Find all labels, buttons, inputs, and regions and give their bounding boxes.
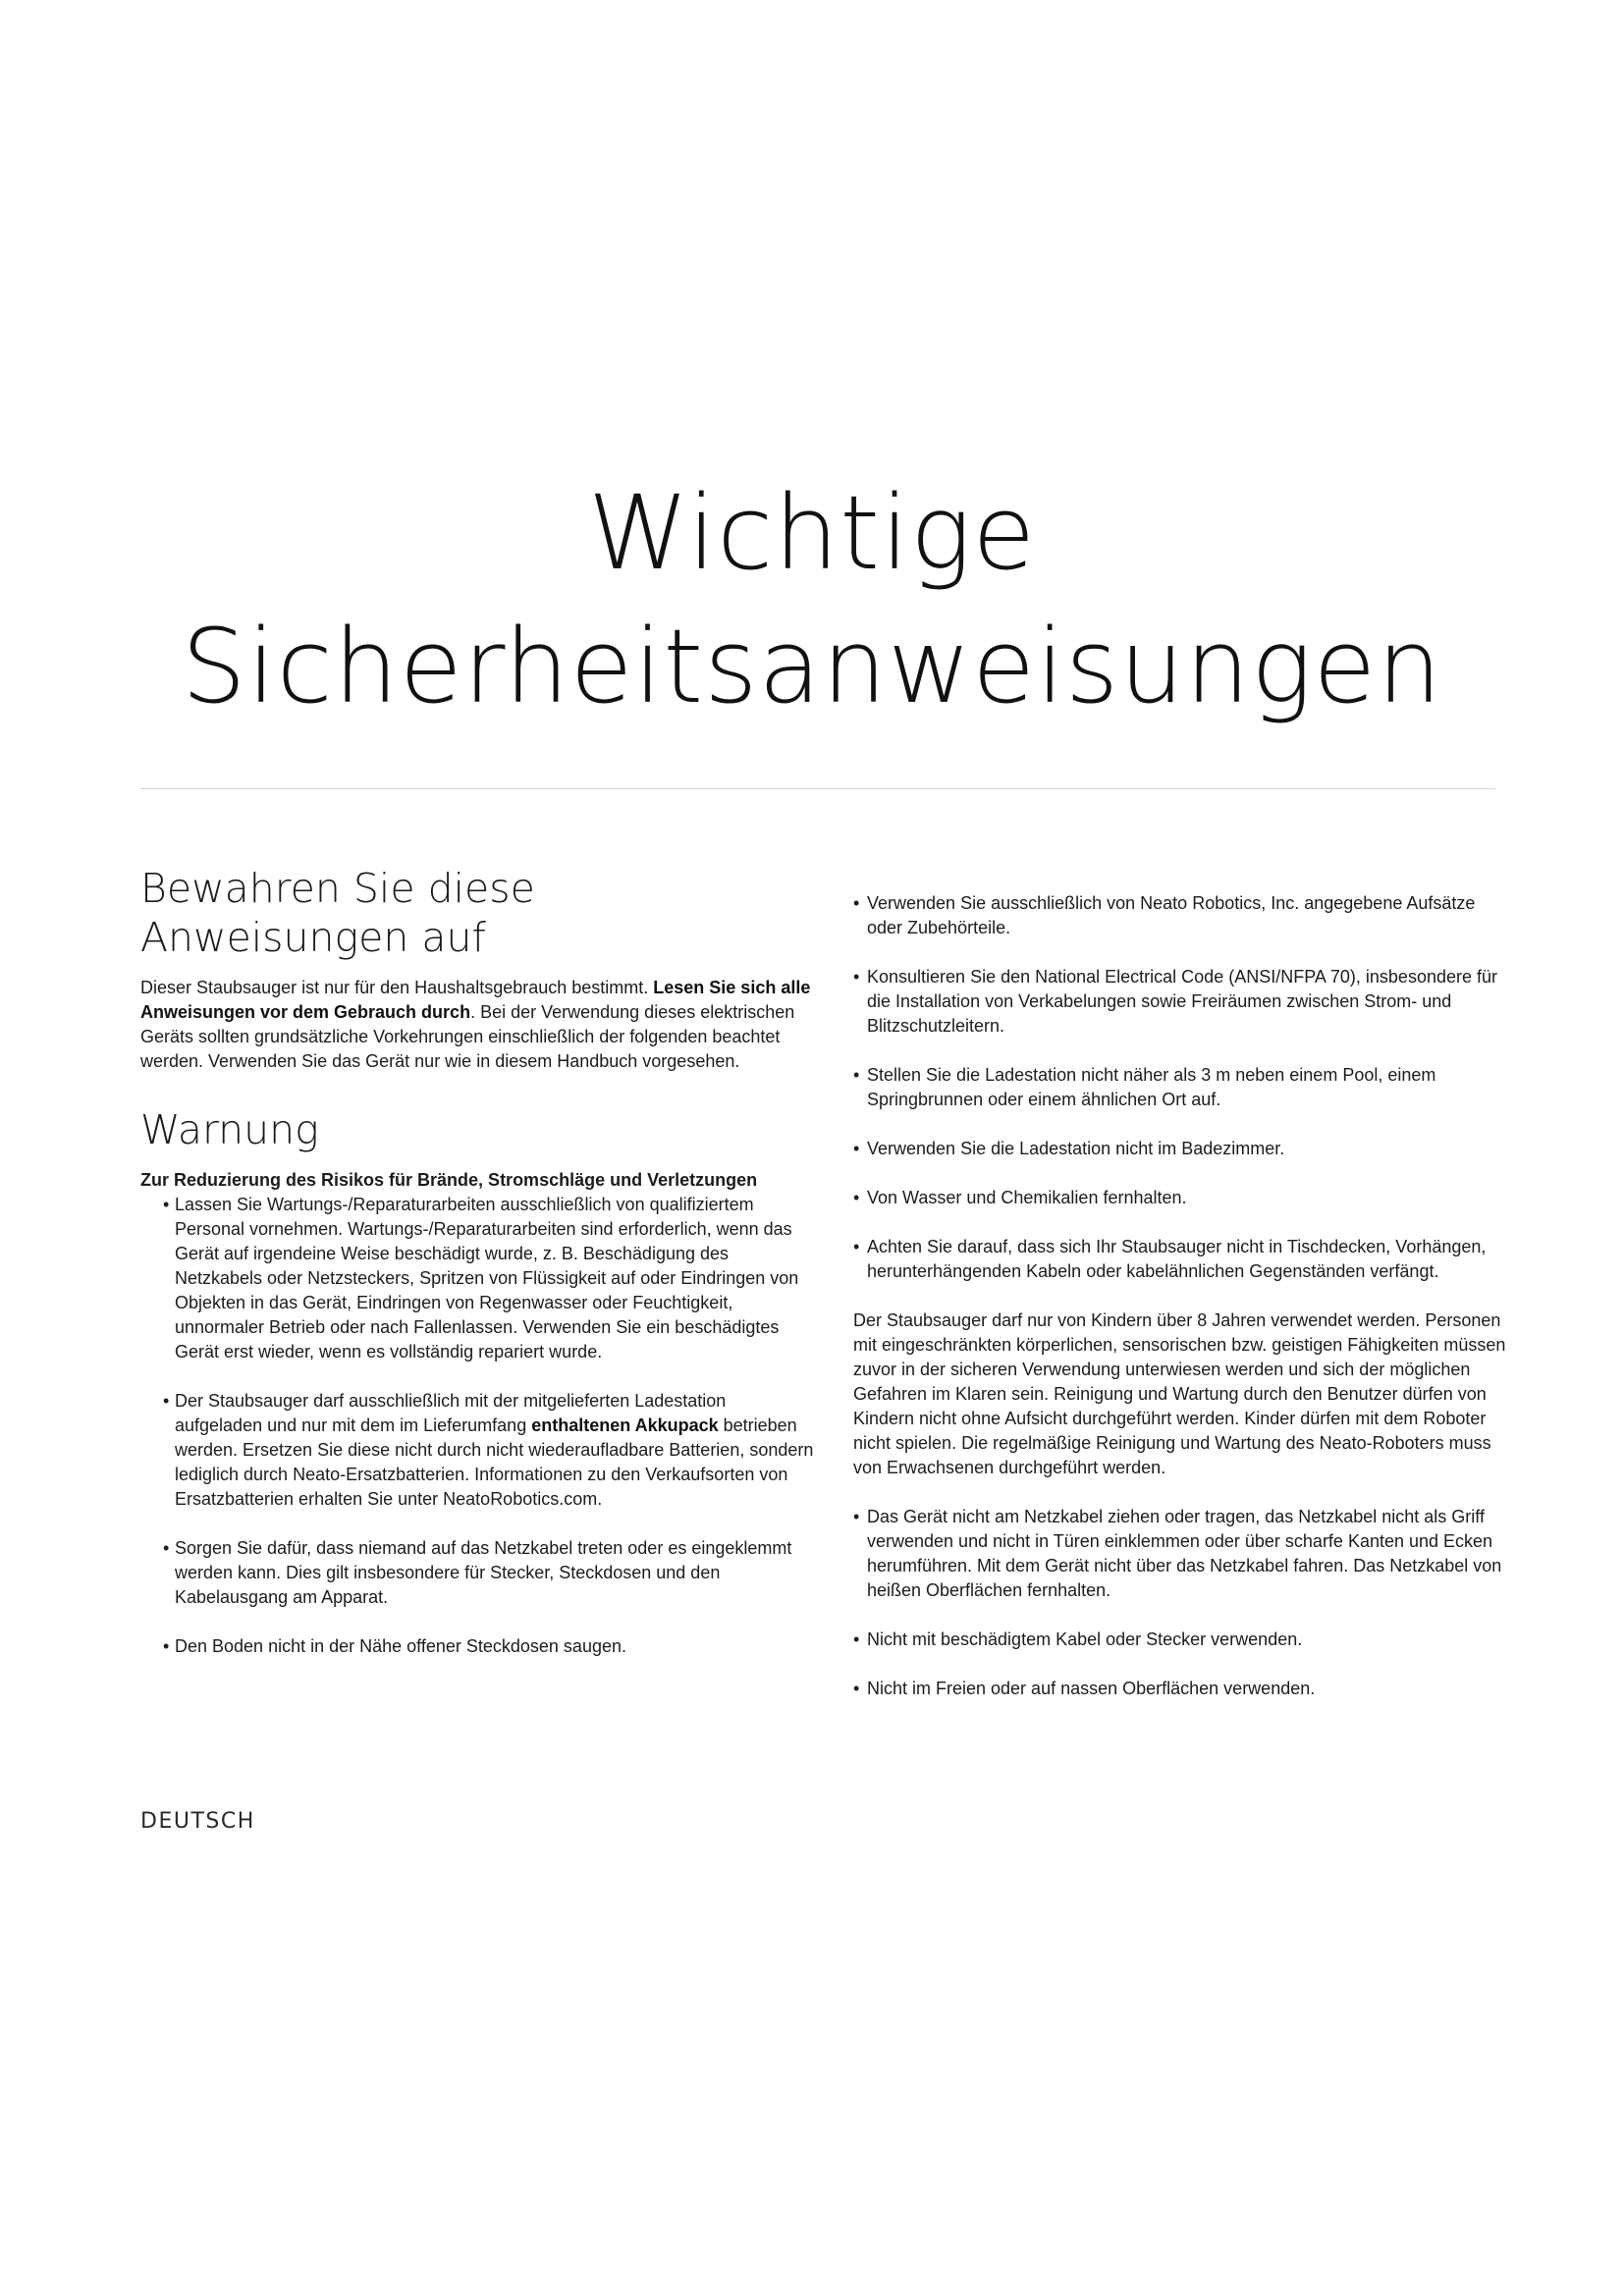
right-item-electrical-code: • Konsultieren Sie den National Electrical Code (ANSI/NFPA 70), insbesondere für die Installation von Verkabelungen sowie Freiräumen zwischen Strom- und Blitzschutzleitern. xyxy=(853,965,1511,1039)
page-title-line-2: Sicherheitsanweisungen xyxy=(181,607,1443,726)
right-item-tangle: • Achten Sie darauf, dass sich Ihr Staubsauger nicht in Tischdecken, Vorhängen, herunterhängenden Kabeln oder kabelähnlichen Gegenständen verfängt. xyxy=(853,1235,1511,1284)
charging-text-b: betrieben werden. Ersetzen Sie diese nicht durch nicht wiederaufladbare Batterien, sondern lediglich durch Neato-Ersatzbatterien. Informationen zu den Verkaufsorten von Ersatzbatterien erhalten Sie unter NeatoRobotics.com. xyxy=(175,1415,814,1509)
right-item-pool: • Stellen Sie die Ladestation nicht näher als 3 m neben einem Pool, einem Springbrunnen oder einem ähnlichen Ort auf. xyxy=(853,1063,1511,1112)
keep-instructions-heading xyxy=(140,864,818,962)
keep-heading-line-1: Bewahren Sie diese xyxy=(140,865,535,912)
keep-intro-paragraph xyxy=(140,976,818,1074)
warning-list xyxy=(140,1193,818,1659)
language-label: DEUTSCH xyxy=(140,1809,255,1834)
warning-heading: Warnung xyxy=(140,1106,319,1153)
right-item-bathroom: • Verwenden Sie die Ladestation nicht im Badezimmer. xyxy=(853,1137,1511,1161)
left-column xyxy=(140,864,818,1659)
title-divider xyxy=(140,788,1495,789)
right-item-power-cord: • Das Gerät nicht am Netzkabel ziehen oder tragen, das Netzkabel nicht als Griff verwenden und nicht in Türen einklemmen oder über scharfe Kanten und Ecken herumführen. Mit dem Gerät nicht über das Netzkabel fahren. Das Netzkabel von heißen Oberflächen fernhalten. xyxy=(853,1505,1511,1603)
right-item-outdoors: • Nicht im Freien oder auf nassen Oberflächen verwenden. xyxy=(853,1677,1511,1701)
warning-item-charging xyxy=(140,1389,818,1512)
page-title xyxy=(0,466,1624,733)
warning-subheading: Zur Reduzierung des Risikos für Brände, Stromschläge und Verletzungen xyxy=(140,1170,758,1190)
warning-item-cable: • Sorgen Sie dafür, dass niemand auf das Netzkabel treten oder es eingeklemmt werden kann. Dies gilt insbesondere für Stecker, Steckdosen und den Kabelausgang am Apparat. xyxy=(140,1536,818,1610)
charging-bold-text: enthaltenen Akkupack xyxy=(531,1415,719,1435)
charging-text-a: Der Staubsauger darf ausschließlich mit der mitgelieferten Ladestation aufgeladen und nur mit dem im Lieferumfang xyxy=(175,1391,727,1435)
warning-item-outlets: • Den Boden nicht in der Nähe offener Steckdosen saugen. xyxy=(140,1634,818,1659)
right-column xyxy=(853,891,1511,1726)
intro-bold-text: Lesen Sie sich alle Anweisungen vor dem Gebrauch durch xyxy=(140,978,811,1022)
page-title-line-1: Wichtige xyxy=(587,473,1037,593)
children-paragraph: Der Staubsauger darf nur von Kindern über 8 Jahren verwendet werden. Personen mit eingeschränkten körperlichen, sensorischen bzw. geistigen Fähigkeiten müssen zuvor in der sicheren Verwendung unterwiesen werden und sich der möglichen Gefahren im Klaren sein. Reinigung und Wartung durch den Benutzer dürfen von Kindern nicht ohne Aufsicht durchgeführt werden. Kinder dürfen mit dem Roboter nicht spielen. Die regelmäßige Reinigung und Wartung des Neato-Roboters muss von Erwachsenen durchgeführt werden. xyxy=(853,1310,1506,1477)
right-item-water: • Von Wasser und Chemikalien fernhalten. xyxy=(853,1186,1511,1210)
warning-item-service: • Lassen Sie Wartungs-/Reparaturarbeiten ausschließlich von qualifiziertem Personal vornehmen. Wartungs-/Reparaturarbeiten sind erforderlich, wenn das Gerät auf irgendeine Weise beschädigt wurde, z. B. Beschädigung des Netzkabels oder Netzsteckers, Spritzen von Flüssigkeit auf oder Eindringen von Objekten in das Gerät, Eindringen von Regenwasser oder Feuchtigkeit, unnormaler Betrieb oder nach Fallenlassen. Verwenden Sie ein beschädigtes Gerät erst wieder, wenn es vollständig repariert wurde. xyxy=(140,1193,818,1364)
right-item-damaged-cable: • Nicht mit beschädigtem Kabel oder Stecker verwenden. xyxy=(853,1628,1511,1652)
intro-text: Dieser Staubsauger ist nur für den Haushaltsgebrauch bestimmt. xyxy=(140,978,654,997)
right-list-bottom xyxy=(853,1505,1511,1701)
right-list-top xyxy=(853,891,1511,1284)
intro-rest-text: . Bei der Verwendung dieses elektrischen Geräts sollten grundsätzliche Vorkehrungen einschließlich der folgenden beachtet werden. Verwenden Sie das Gerät nur wie in diesem Handbuch vorgesehen. xyxy=(140,1002,795,1071)
keep-heading-line-2: Anweisungen auf xyxy=(140,914,486,961)
right-item-accessories: • Verwenden Sie ausschließlich von Neato Robotics, Inc. angegebene Aufsätze oder Zubehörteile. xyxy=(853,891,1511,940)
